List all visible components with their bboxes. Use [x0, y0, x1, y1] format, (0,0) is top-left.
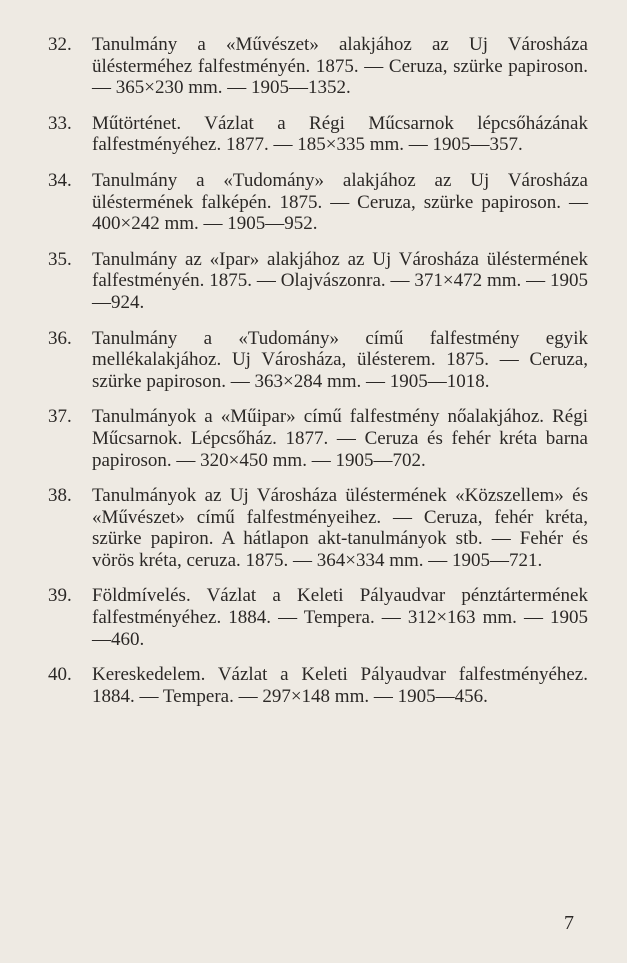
entry-description: Földmívelés. Vázlat a Keleti Pályaudvar pénztártermének falfestményéhez. 1884. — Tempera. — 312×163 mm. — 1905—460. [92, 585, 588, 650]
catalog-entry [48, 406, 588, 471]
entry-number: 38. [48, 485, 72, 507]
catalog-entry [48, 328, 588, 393]
entry-number: 32. [48, 34, 72, 55]
entry-number: 34. [48, 169, 72, 191]
entry-number: 40. [48, 664, 72, 686]
entry-number: 36. [48, 327, 72, 349]
page-number: 7 [564, 912, 574, 934]
catalog-entries [48, 34, 588, 721]
catalog-entry [48, 34, 588, 99]
catalog-entry [48, 170, 588, 235]
entry-description: Tanulmány a «Művészet» alakjához az Uj Városháza ülésterméhez falfestményén. 1875. — Ceruza, szürke papiroson. — 365×230 mm. — 1905—1352. [92, 34, 588, 99]
entry-description: Kereskedelem. Vázlat a Keleti Pályaudvar falfestményéhez. 1884. — Tempera. — 297×148 mm. — 1905—456. [92, 664, 588, 707]
entry-description: Műtörténet. Vázlat a Régi Műcsarnok lépcsőházának falfestményéhez. 1877. — 185×335 mm. — 1905—357. [92, 112, 588, 156]
catalog-entry [48, 664, 588, 707]
catalog-entry [48, 249, 588, 314]
catalog-entry [48, 113, 588, 156]
entry-number: 35. [48, 248, 72, 270]
entry-description: Tanulmányok a «Műipar» című falfestmény nőalakjához. Régi Műcsarnok. Lépcsőház. 1877. — Ceruza és fehér kréta barna papiroson. — 320×450 mm. — 1905—702. [92, 406, 588, 471]
entry-number: 39. [48, 585, 72, 607]
entry-number: 37. [48, 406, 72, 428]
entry-description: Tanulmányok az Uj Városháza üléstermének «Közszellem» és «Művészet» című falfestményeihez. — Ceruza, fehér kréta, szürke papiron. A hátlapon akt-tanulmányok stb. — Fehér és vörös kréta, ceruza. 1875. — 364×334 mm. — 1905—721. [92, 485, 588, 571]
entry-description: Tanulmány az «Ipar» alakjához az Uj Városháza üléstermének falfestményén. 1875. — Olajvászonra. — 371×472 mm. — 1905—924. [92, 248, 588, 313]
entry-description: Tanulmány a «Tudomány» című falfestmény egyik mellékalakjához. Uj Városháza, ülésterem. 1875. — Ceruza, szürke papiroson. — 363×284 mm. — 1905—1018. [92, 327, 588, 392]
entry-number: 33. [48, 112, 72, 134]
catalog-entry [48, 485, 588, 571]
entry-description: Tanulmány a «Tudomány» alakjához az Uj Városháza üléstermének falképén. 1875. — Ceruza, szürke papiroson. — 400×242 mm. — 1905—952. [92, 169, 588, 235]
catalog-entry [48, 585, 588, 650]
